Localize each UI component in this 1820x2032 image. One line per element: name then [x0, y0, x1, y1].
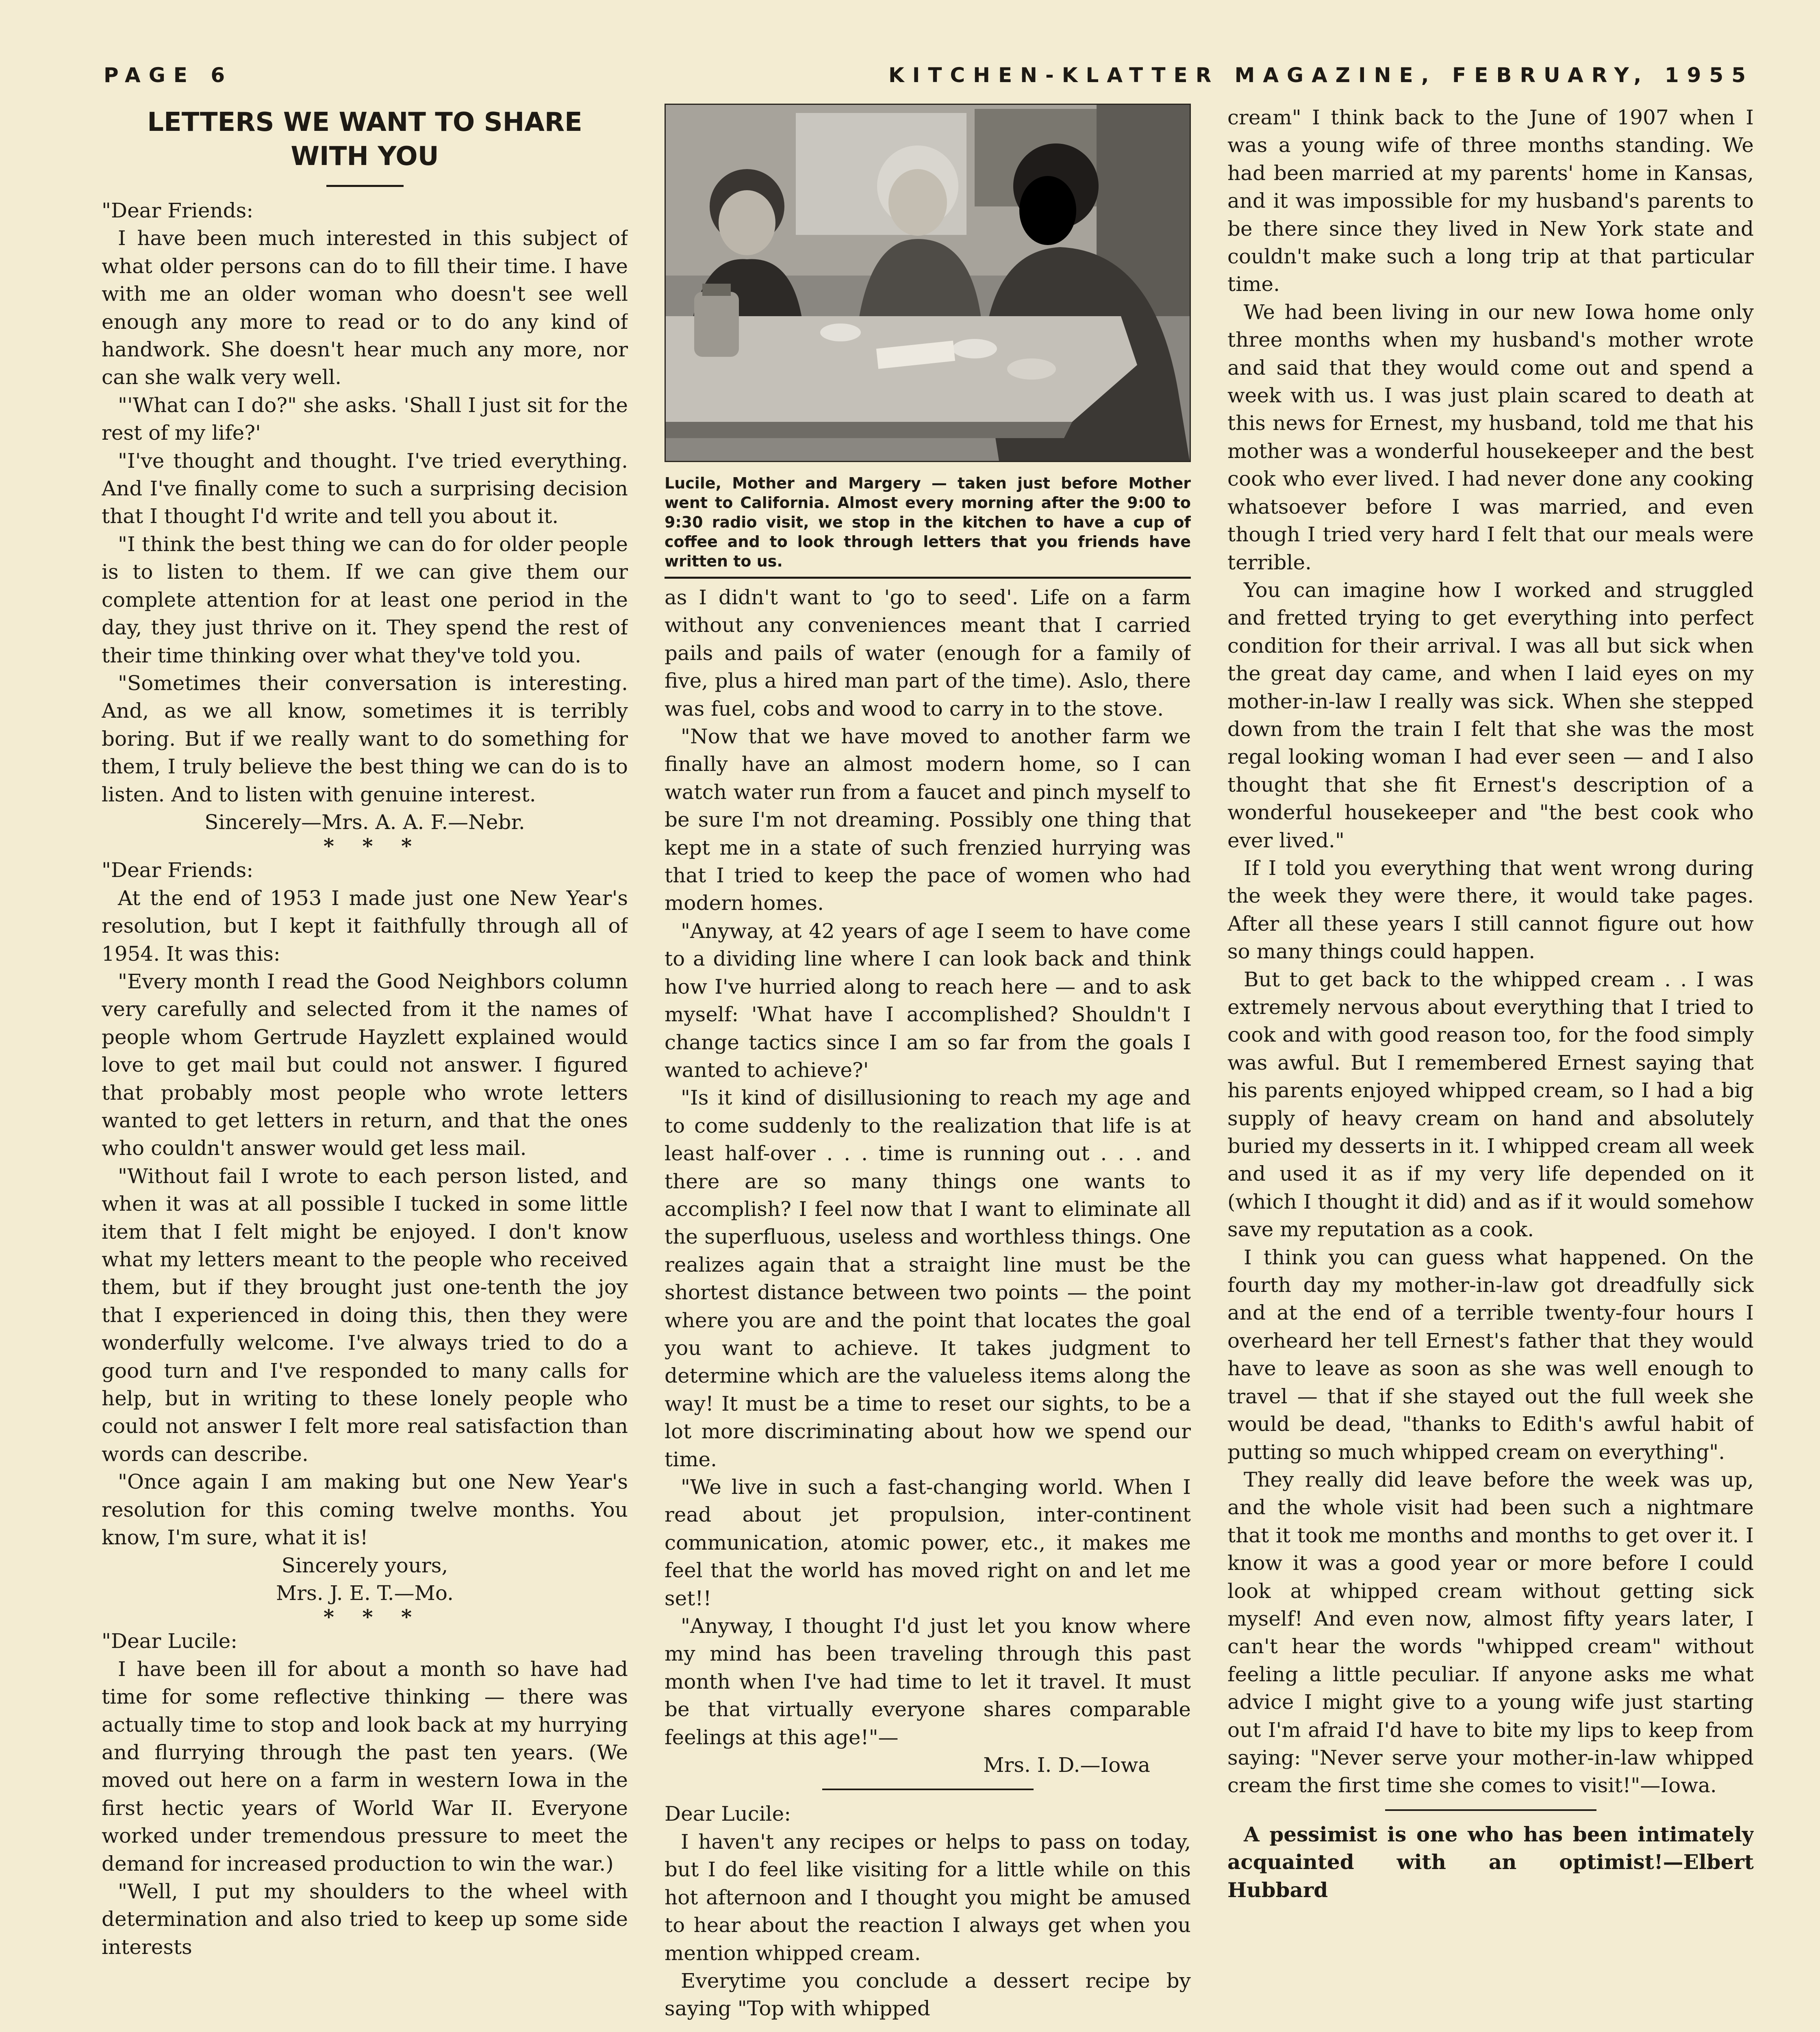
letter1-paragraph: "I've thought and thought. I've tried everything. And I've finally come to such a surprising decision that I thought I'd write and tell you about it. — [102, 449, 628, 528]
letter-divider-rule — [822, 1789, 1034, 1790]
letter1-salutation: "Dear Friends: — [102, 199, 254, 222]
letter4-paragraph: I think you can guess what happened. On the fourth day my mother-in-law got dreadfully sick and at the end of a terrible twenty-four hours I overheard her tell Ernest's father that they would have to leave as soon as she was well enough to travel — that if she stayed out the full week she would be dead, "thanks to Edith's awful habit of putting so much whipped cream on everything". — [1227, 1245, 1754, 1464]
photo-caption-bold: Lucile, Mother and Margery — taken just before Mother went to California. — [665, 474, 1191, 512]
letter2-paragraph: At the end of 1953 I made just one New Year's resolution, but I kept it faithfully through all of 1954. It was this: — [102, 886, 628, 966]
article-title-line-2: WITH YOU — [291, 141, 439, 172]
photo-caption — [665, 473, 1191, 571]
column-right — [1227, 104, 1754, 2032]
letter2-closing: Sincerely yours, — [281, 1553, 448, 1577]
article-title — [102, 105, 628, 174]
magazine-title: KITCHEN-KLATTER MAGAZINE, FEBRUARY, 1955 — [888, 63, 1754, 87]
separator-stars: * * * — [323, 1605, 423, 1629]
letter2-paragraph: "Every month I read the Good Neighbors column very carefully and selected from it the names of people whom Gertrude Hayzlett explained would love to get mail but could not answer. I figured that probably most people who wrote letters wanted to get letters in return, and that the ones who couldn't answer would get less mail. — [102, 969, 628, 1160]
pessimist-quote: A pessimist is one who has been intimately acquainted with an optimist!—Elbert Hubbard — [1227, 1822, 1754, 1902]
letter4-paragraph: If I told you everything that went wrong during the week they were there, it would take pages. After all these years I still cannot figure out how so many things could happen. — [1227, 856, 1754, 964]
letter3-paragraph: I have been ill for about a month so have had time for some reflective thinking — there was actually time to stop and look back at my hurrying and flurrying through the past ten years. (We moved out here on a farm in western Iowa in the first hectic years of World War II. Everyone worked under tremendous pressure to meet the demand for increased production to win the war.) — [102, 1657, 628, 1876]
running-header — [104, 61, 1754, 89]
letter1-paragraph: "I think the best thing we can do for older people is to listen to them. If we can give them our complete attention for at least one period in the day, they just thrive on it. They spend the rest of their time thinking over what they've told you. — [102, 532, 628, 667]
quote-divider-rule — [1385, 1809, 1596, 1811]
photo-caption-rest: Almost every morning after the 9:00 to 9:30 radio visit, we stop in the kitchen to have a cup of coffee and to look through letters that you friends have written to us. — [665, 494, 1191, 570]
letter2-salutation: "Dear Friends: — [102, 858, 254, 882]
letter3-paragraph: "Now that we have moved to another farm we finally have an almost modern home, so I can watch water run from a faucet and pinch myself to be sure I'm not dreaming. Possibly one thing that kept me in a state of such frenzied hurrying was that I tried to keep the pace of women who had modern homes. — [665, 725, 1191, 915]
letter3-paragraph: as I didn't want to 'go to seed'. Life on a farm without any conveniences meant that I carried pails and pails of water (enough for a family of five, plus a hired man part of the time). Aslo, there was fuel, cobs and wood to carry in to the stove. — [665, 586, 1191, 721]
letter4-paragraph: They really did leave before the week was up, and the whole visit had been such a nightmare that it took me months and months to get over it. I know it was a good year or more before I could look at whipped cream without getting sick myself! And even now, almost fifty years later, I can't hear the words "whipped cream" without feeling a little peculiar. If anyone asks me what advice I might give to a young wife just starting out I'm afraid I'd have to bite my lips to keep from saying: "Never serve your mother-in-law whipped cream the first time she comes to visit!"—Iowa. — [1227, 1468, 1754, 1798]
letter4-salutation: Dear Lucile: — [665, 1802, 791, 1826]
letter2-paragraph: "Once again I am making but one New Year's resolution for this coming twelve months. You know, I'm sure, what it is! — [102, 1470, 628, 1550]
letter4-paragraph: You can imagine how I worked and struggled and fretted trying to get everything into perfect condition for their arrival. I was all but sick when the great day came, and when I laid eyes on my mother-in-law I really was sick. When she stepped down from the train I felt that she was the most regal looking woman I had ever seen — and I also thought that she fit Ernest's description of a wonderful housekeeper and "the best cook who ever lived." — [1227, 578, 1754, 852]
letter3-paragraph: "Well, I put my shoulders to the wheel with determination and also tried to keep up some side interests — [102, 1879, 628, 1959]
letter1-paragraph: "Sometimes their conversation is interesting. And, as we all know, sometimes it is terribly boring. But if we really want to do something for them, I truly believe the best thing we can do is to listen. And to listen with genuine interest. — [102, 671, 628, 806]
separator-stars: * * * — [323, 834, 423, 858]
letter3-paragraph: "Anyway, at 42 years of age I seem to have come to a dividing line where I can look back and think how I've hurried along to reach here — and to ask myself: 'What have I accomplished? Shouldn't I change tactics since I am so far from the goals I wanted to achieve?' — [665, 919, 1191, 1082]
letter4-paragraph: But to get back to the whipped cream . . I was extremely nervous about everything that I tried to cook and with good reason too, for the food simply was awful. But I remembered Ernest saying that his parents enjoyed whipped cream, so I had a big supply of heavy cream on hand and absolutely buried my desserts in it. I whipped cream all week and used it as if my very life depended on it (which I thought it did) and as if it would somehow save my reputation as a cook. — [1227, 967, 1754, 1242]
letter1-signature: Sincerely—Mrs. A. A. F.—Nebr. — [204, 810, 525, 834]
letter3-salutation: "Dear Lucile: — [102, 1629, 238, 1653]
kitchen-photo — [665, 104, 1191, 462]
letter3-signature: Mrs. I. D.—Iowa — [983, 1753, 1150, 1777]
letter4-paragraph: Everytime you conclude a dessert recipe by saying "Top with whipped — [665, 1969, 1191, 2021]
letter1-paragraph: "'What can I do?" she asks. 'Shall I just sit for the rest of my life?' — [102, 393, 628, 445]
caption-rule — [665, 577, 1191, 579]
letter4-paragraph: cream" I think back to the June of 1907 when I was a young wife of three months standing. We had been married at my parents' home in Kansas, and it was impossible for my husband's parents to be there since they lived in New York state and couldn't make such a long trip at that particular time. — [1227, 106, 1754, 296]
letter2-paragraph: "Without fail I wrote to each person listed, and when it was at all possible I tucked in some little item that I felt might be enjoyed. I don't know what my letters meant to the people who received them, but if they brought just one-tenth the joy that I experienced in doing this, then they were wonderfully welcome. I've always tried to do a good turn and I've responded to many calls for help, but in writing to these lonely people who could not answer I felt more real satisfaction than words can describe. — [102, 1164, 628, 1466]
letter2-signature: Mrs. J. E. T.—Mo. — [276, 1581, 454, 1605]
letter1-paragraph: I have been much interested in this subject of what older persons can do to fill their time. I have with me an older woman who doesn't see well enough any more to read or to do any kind of handwork. She doesn't hear much any more, nor can she walk very well. — [102, 226, 628, 389]
column-left — [102, 104, 628, 2032]
title-rule — [326, 185, 404, 187]
letter4-paragraph: I haven't any recipes or helps to pass on today, but I do feel like visiting for a little while on this hot afternoon and I thought you might be amused to hear about the reaction I always get when you mention whipped cream. — [665, 1830, 1191, 1965]
letter3-paragraph: "Is it kind of disillusioning to reach my age and to come suddenly to the realization that life is at least half-over . . . time is running out . . . and there are so many things one wants to accomplish? I feel now that I want to eliminate all the superfluous, useless and worthless things. One realizes again that a straight line must be the shortest distance between two points — the point where you are and the point that locates the goal you want to achieve. It takes judgment to determine which are the valueless items along the way! It must be a time to reset our sights, to be a lot more discriminating about how we spend our time. — [665, 1086, 1191, 1471]
letter3-paragraph: "Anyway, I thought I'd just let you know where my mind has been traveling through this past month when I've had time to let it travel. It must be that virtually everyone shares comparable feelings at this age!"— — [665, 1614, 1191, 1749]
column-middle — [665, 104, 1191, 2032]
article-title-line-1: LETTERS WE WANT TO SHARE — [147, 107, 582, 137]
page-number: PAGE 6 — [104, 63, 233, 87]
kitchen-photo-illustration — [666, 105, 1190, 461]
letter3-paragraph: "We live in such a fast-changing world. When I read about jet propulsion, inter-continent communication, atomic power, etc., it makes me feel that the world has moved right on and let me set!! — [665, 1475, 1191, 1610]
letter4-paragraph: We had been living in our new Iowa home only three months when my husband's mother wrote and said that they would come out and spend a week with us. I was just plain scared to death at this news for Ernest, my husband, told me that his mother was a wonderful housekeeper and the best cook who ever lived. I had never done any cooking whatsoever before I was married, and even though I tried very hard I felt that our meals were terrible. — [1227, 300, 1754, 574]
